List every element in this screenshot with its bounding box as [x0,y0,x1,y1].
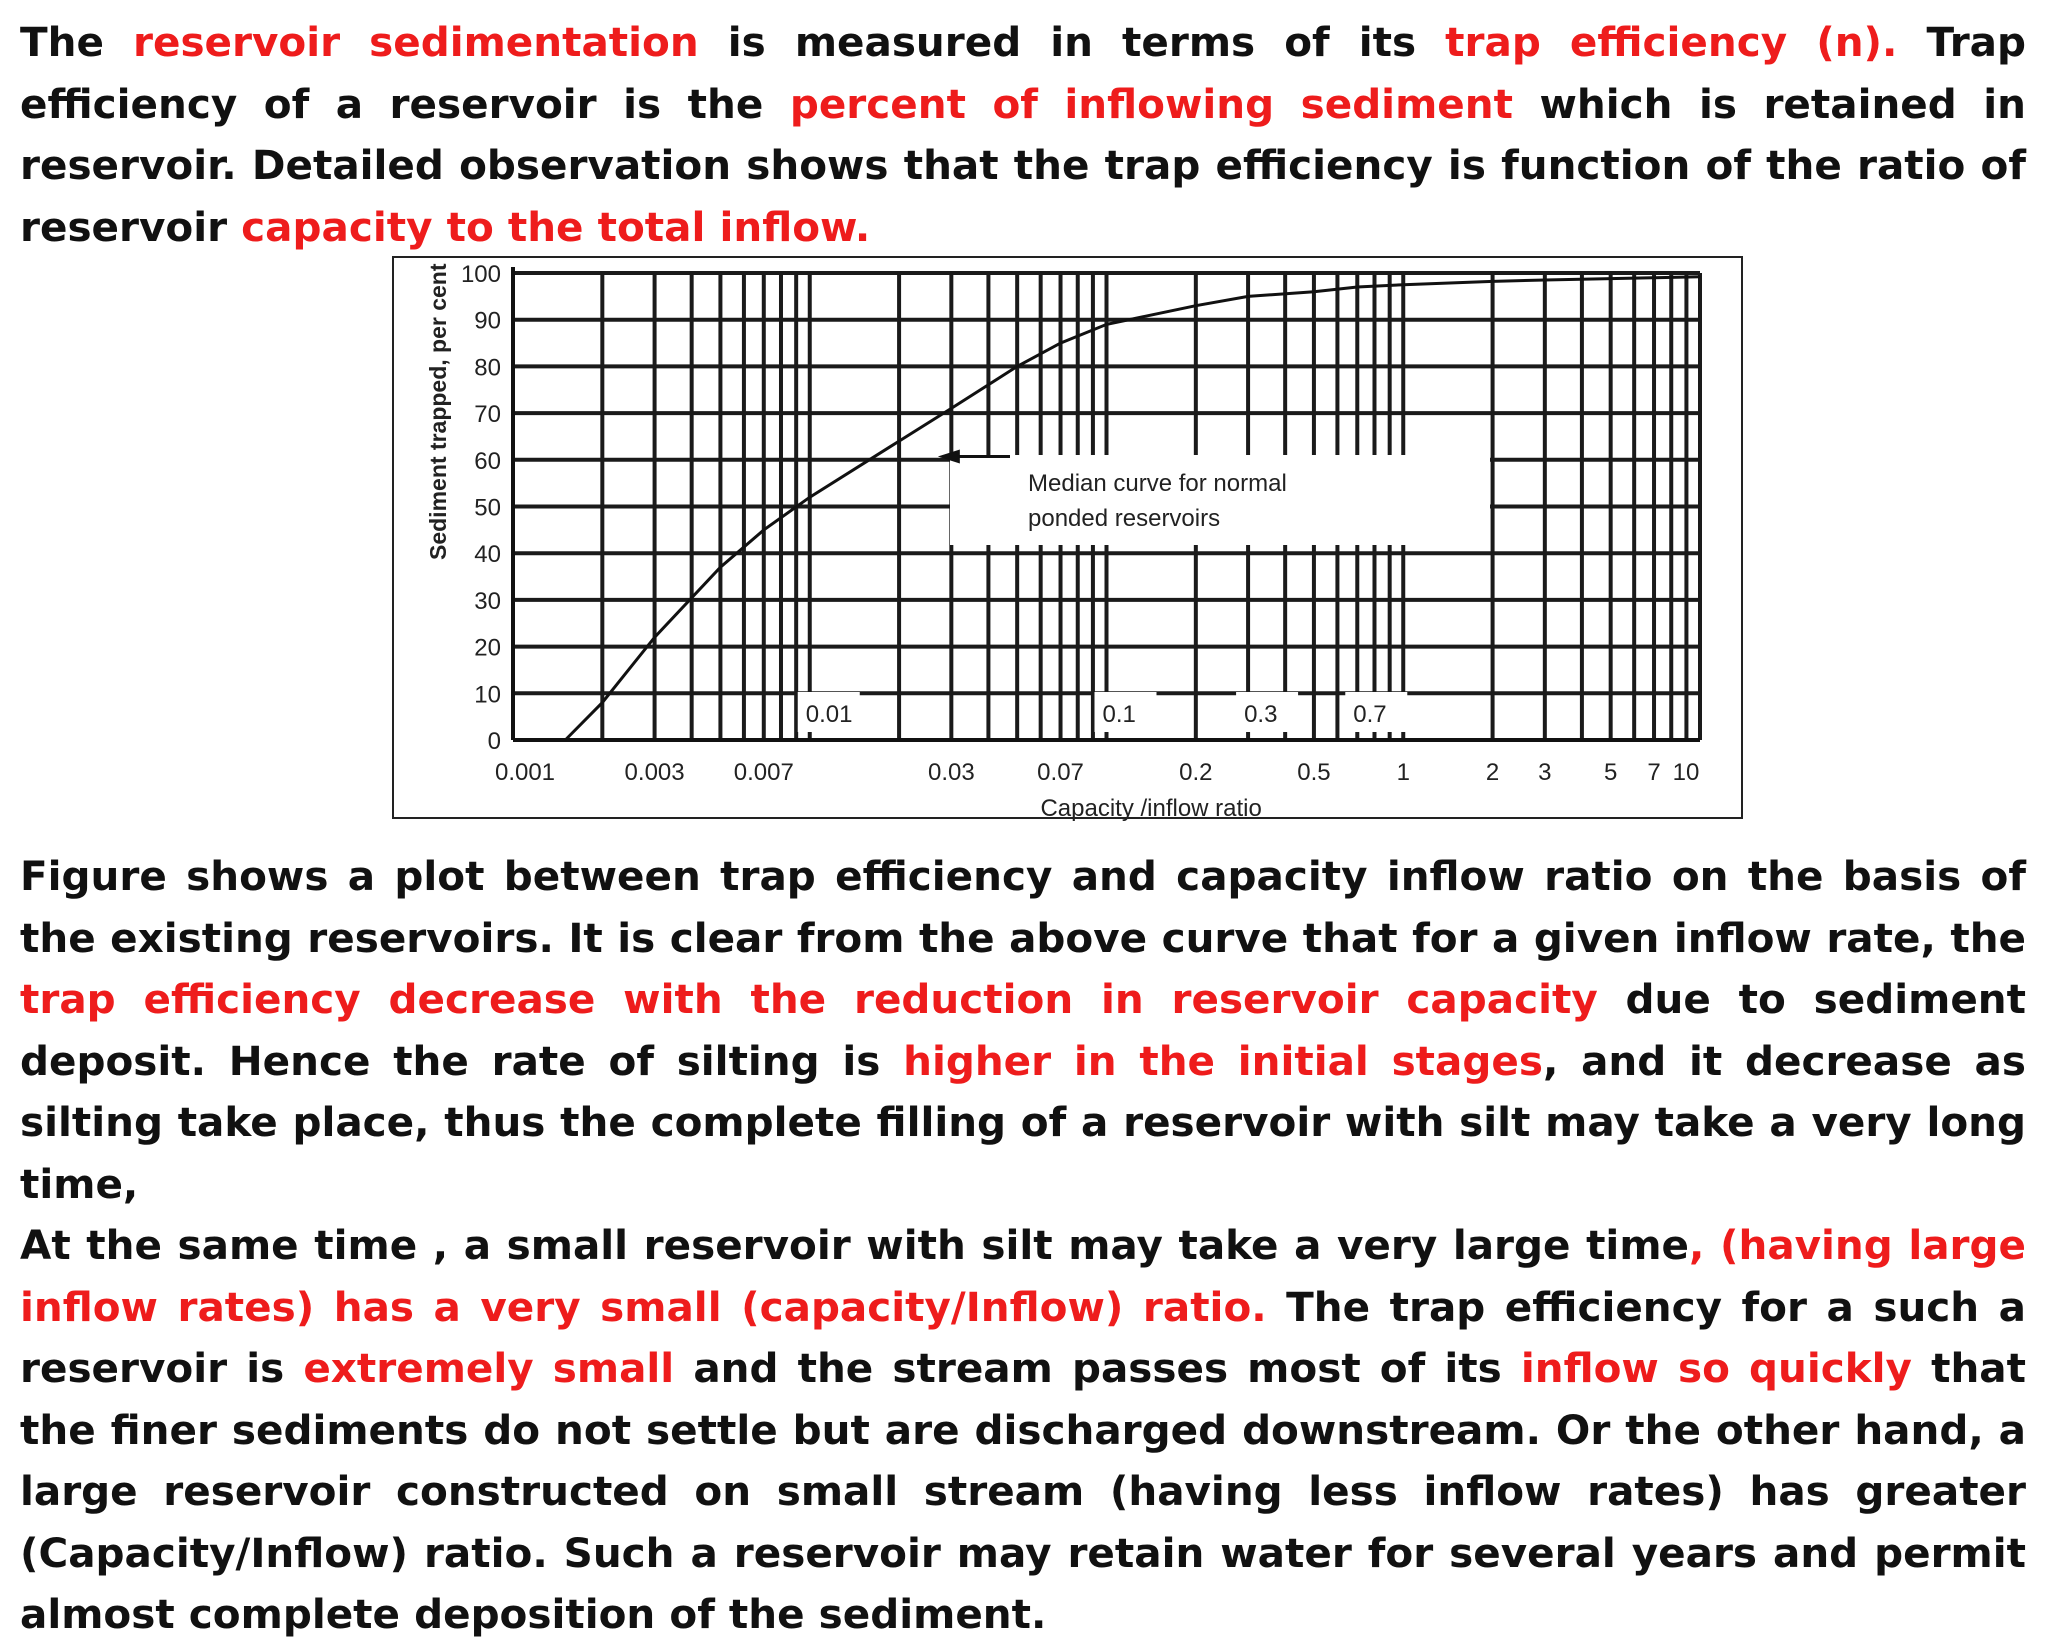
y-tick-label: 30 [474,587,501,615]
y-tick-label: 0 [487,728,501,755]
curve-point [1060,343,1061,344]
y-tick-label: 20 [474,634,501,662]
x-tick-label-inside: 0.3 [1244,701,1278,728]
y-tick-label: 70 [474,401,501,429]
curve-point [1195,305,1196,306]
body-text: The trap efficiency for a such a reservoir is [20,1282,2026,1392]
curve-point [1248,296,1249,297]
curve-point [951,408,952,409]
x-tick-label-inside: 0.7 [1353,701,1387,728]
body-text: Figure shows a plot between trap efficiency and capacity inflow ratio on the basis of the existing reservoirs. It is clear from the above curve that for a given inflow rate, the [20,852,2026,962]
curve-point [654,637,655,638]
x-tick-label: 1 [1396,759,1410,786]
curve-point [1700,276,1701,277]
highlighted-text: trap efficiency decrease with the reduction in reservoir capacity [20,975,1598,1023]
y-tick-label: 10 [474,681,501,709]
curve-point [1610,278,1611,279]
curve-point [763,529,764,530]
annotation-label: Median curve for normal [1028,470,1287,497]
y-tick-label: 90 [474,307,501,335]
curve-point [809,497,810,498]
annotation-label: ponded reservoirs [1028,505,1221,532]
curve-point [1313,291,1314,292]
x-tick-label: 0.07 [1037,759,1084,786]
highlighted-text: reservoir sedimentation [133,18,699,66]
curve-point [1403,284,1404,285]
x-tick-label-inside: 0.01 [805,701,853,728]
highlighted-text: trap efficiency (n). [1445,18,1898,66]
x-tick-label: 0.03 [927,759,975,786]
x-tick-label: 0.2 [1179,759,1213,786]
curve-point [899,441,900,442]
x-tick-label: 7 [1647,759,1661,786]
curve-point [1492,281,1493,282]
x-tick-label: 10 [1672,759,1700,786]
x-tick-label: 3 [1538,759,1552,786]
highlighted-text: inflow so quickly [1520,1344,1912,1392]
curve-point [1106,324,1107,325]
highlighted-text: percent of inflowing sediment [789,79,1513,128]
x-tick-label: 5 [1603,759,1618,786]
curve-point [1357,287,1358,288]
x-tick-label: 0.001 [494,759,556,786]
body-text: that the finer sediments do not settle but are discharged downstream. Or the other hand, a large reservoir constructed on small stream (having less inflow rates) has greater (Capacity/Inflow) ratio. Such a reservoir may retain water for several years and permit almost complete deposition of the sediment. [20,1344,2026,1638]
body-paragraph [20,846,2026,1646]
x-tick-label-inside: 0.1 [1102,701,1136,728]
y-tick-label: 60 [474,447,501,475]
body-text: The [20,18,133,66]
x-tick-label: 0.007 [733,759,794,786]
x-tick-label: 0.003 [624,759,685,786]
body-text: due to sediment deposit. Hence the rate of silting is [20,975,2026,1085]
body-text: Trap efficiency of a reservoir is the [20,18,2026,128]
curve-point [720,567,721,568]
body-text: which is retained in reservoir. Detailed observation shows that the trap efficiency is function of the ratio of reservoir [20,79,2026,251]
x-tick-label: 0.5 [1297,759,1331,786]
highlighted-text: , (having large inflow rates) has a very small (capacity/Inflow) ratio. [20,1221,2026,1331]
highlighted-text: higher in the initial stages [903,1036,1543,1085]
curve-point [1544,280,1545,281]
y-tick-label: 40 [474,541,501,569]
highlighted-text: capacity to the total inflow. [241,202,871,251]
body-text: At the same time , a small reservoir with silt may take a very large time [20,1221,1689,1269]
body-text: and the stream passes most of its [674,1344,1521,1392]
curve-point [565,740,566,741]
curve-point [1017,366,1018,367]
highlighted-text: extremely small [303,1344,675,1392]
curve-point [1654,277,1655,278]
y-tick-label: 80 [474,354,501,382]
y-tick-label: 50 [474,494,501,522]
y-axis-title: Sediment trapped, per cent [425,263,451,560]
x-axis-title: Capacity /inflow ratio [1040,795,1262,822]
body-text: , and it decrease as silting take place, thus the complete filling of a reservoir with silt may take a very long time, [20,1036,2026,1208]
x-tick-label: 2 [1485,759,1500,786]
body-text: is measured in terms of its [698,18,1446,66]
y-tick-label: 100 [460,261,501,288]
curve-point [602,702,603,703]
